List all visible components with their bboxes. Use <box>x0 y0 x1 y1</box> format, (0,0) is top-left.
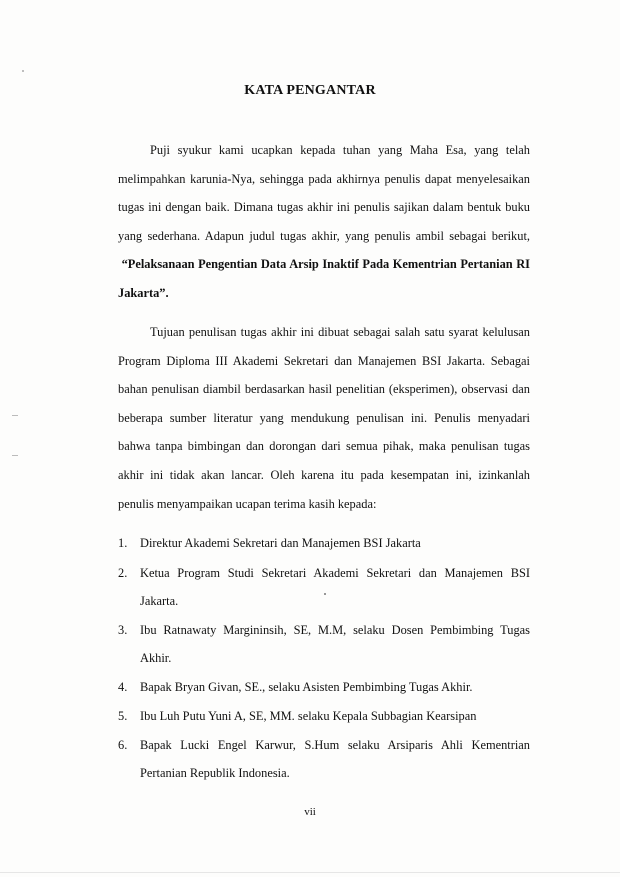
list-item-number: 6. <box>118 738 128 752</box>
list-item-number: 2. <box>118 566 128 580</box>
list-item <box>118 731 530 787</box>
scan-mark <box>12 415 18 416</box>
thesis-title: “Pelaksanaan Pengentian Data Arsip Inaktif Pada Kementrian Pertanian RI Jakarta”. <box>118 257 530 300</box>
list-item-text: Direktur Akademi Sekretari dan Manajemen BSI Jakarta <box>140 536 421 550</box>
paragraph-1 <box>118 136 530 308</box>
list-item-number: 4. <box>118 680 128 694</box>
page-title: KATA PENGANTAR <box>244 83 376 98</box>
scan-speck <box>324 593 326 595</box>
list-item-text: Bapak Lucki Engel Karwur, S.Hum selaku Arsiparis Ahli Kementrian Pertanian Republik Indonesia. <box>140 738 530 780</box>
list-item-text: Ibu Ratnawaty Margininsih, SE, M.M, selaku Dosen Pembimbing Tugas Akhir. <box>140 623 530 665</box>
scan-mark <box>12 455 18 456</box>
list-item <box>118 559 530 615</box>
list-item <box>118 529 530 557</box>
paragraph-1-text: Puji syukur kami ucapkan kepada tuhan yang Maha Esa, yang telah melimpahkan karunia-Nya, sehingga pada akhirnya penulis dapat menyelesaikan tugas ini dengan baik. Dimana tugas akhir ini penulis sajikan dalam bentuk buku yang sederhana. Adapun judul tugas akhir, yang penulis ambil sebagai berikut, <box>118 143 530 243</box>
list-item-number: 1. <box>118 536 128 550</box>
list-item-text: Ibu Luh Putu Yuni A, SE, MM. selaku Kepala Subbagian Kearsipan <box>140 709 477 723</box>
list-item-text: Ketua Program Studi Sekretari Akademi Sekretari dan Manajemen BSI Jakarta. <box>140 566 530 608</box>
scan-speck <box>22 70 24 72</box>
list-item-number: 5. <box>118 709 128 723</box>
paragraph-2-text: Tujuan penulisan tugas akhir ini dibuat sebagai salah satu syarat kelulusan Program Diploma III Akademi Sekretari dan Manajemen BSI Jakarta. Sebagai bahan penulisan diambil berdasarkan hasil penelitian (eksperimen), observasi dan beberapa sumber literatur yang mendukung penulisan ini. Penulis menyadari bahwa tanpa bimbingan dan dorongan dari semua pihak, maka penulisan tugas akhir ini tidak akan lancar. Oleh karena itu pada kesempatan ini, izinkanlah penulis menyampaikan ucapan terima kasih kepada: <box>118 325 530 511</box>
scan-edge <box>0 872 620 873</box>
list-item <box>118 616 530 672</box>
page-number: vii <box>304 806 316 818</box>
paragraph-2 <box>118 318 530 518</box>
list-item-number: 3. <box>118 623 128 637</box>
list-item-text: Bapak Bryan Givan, SE., selaku Asisten Pembimbing Tugas Akhir. <box>140 680 473 694</box>
list-item <box>118 673 530 701</box>
list-item <box>118 702 530 730</box>
